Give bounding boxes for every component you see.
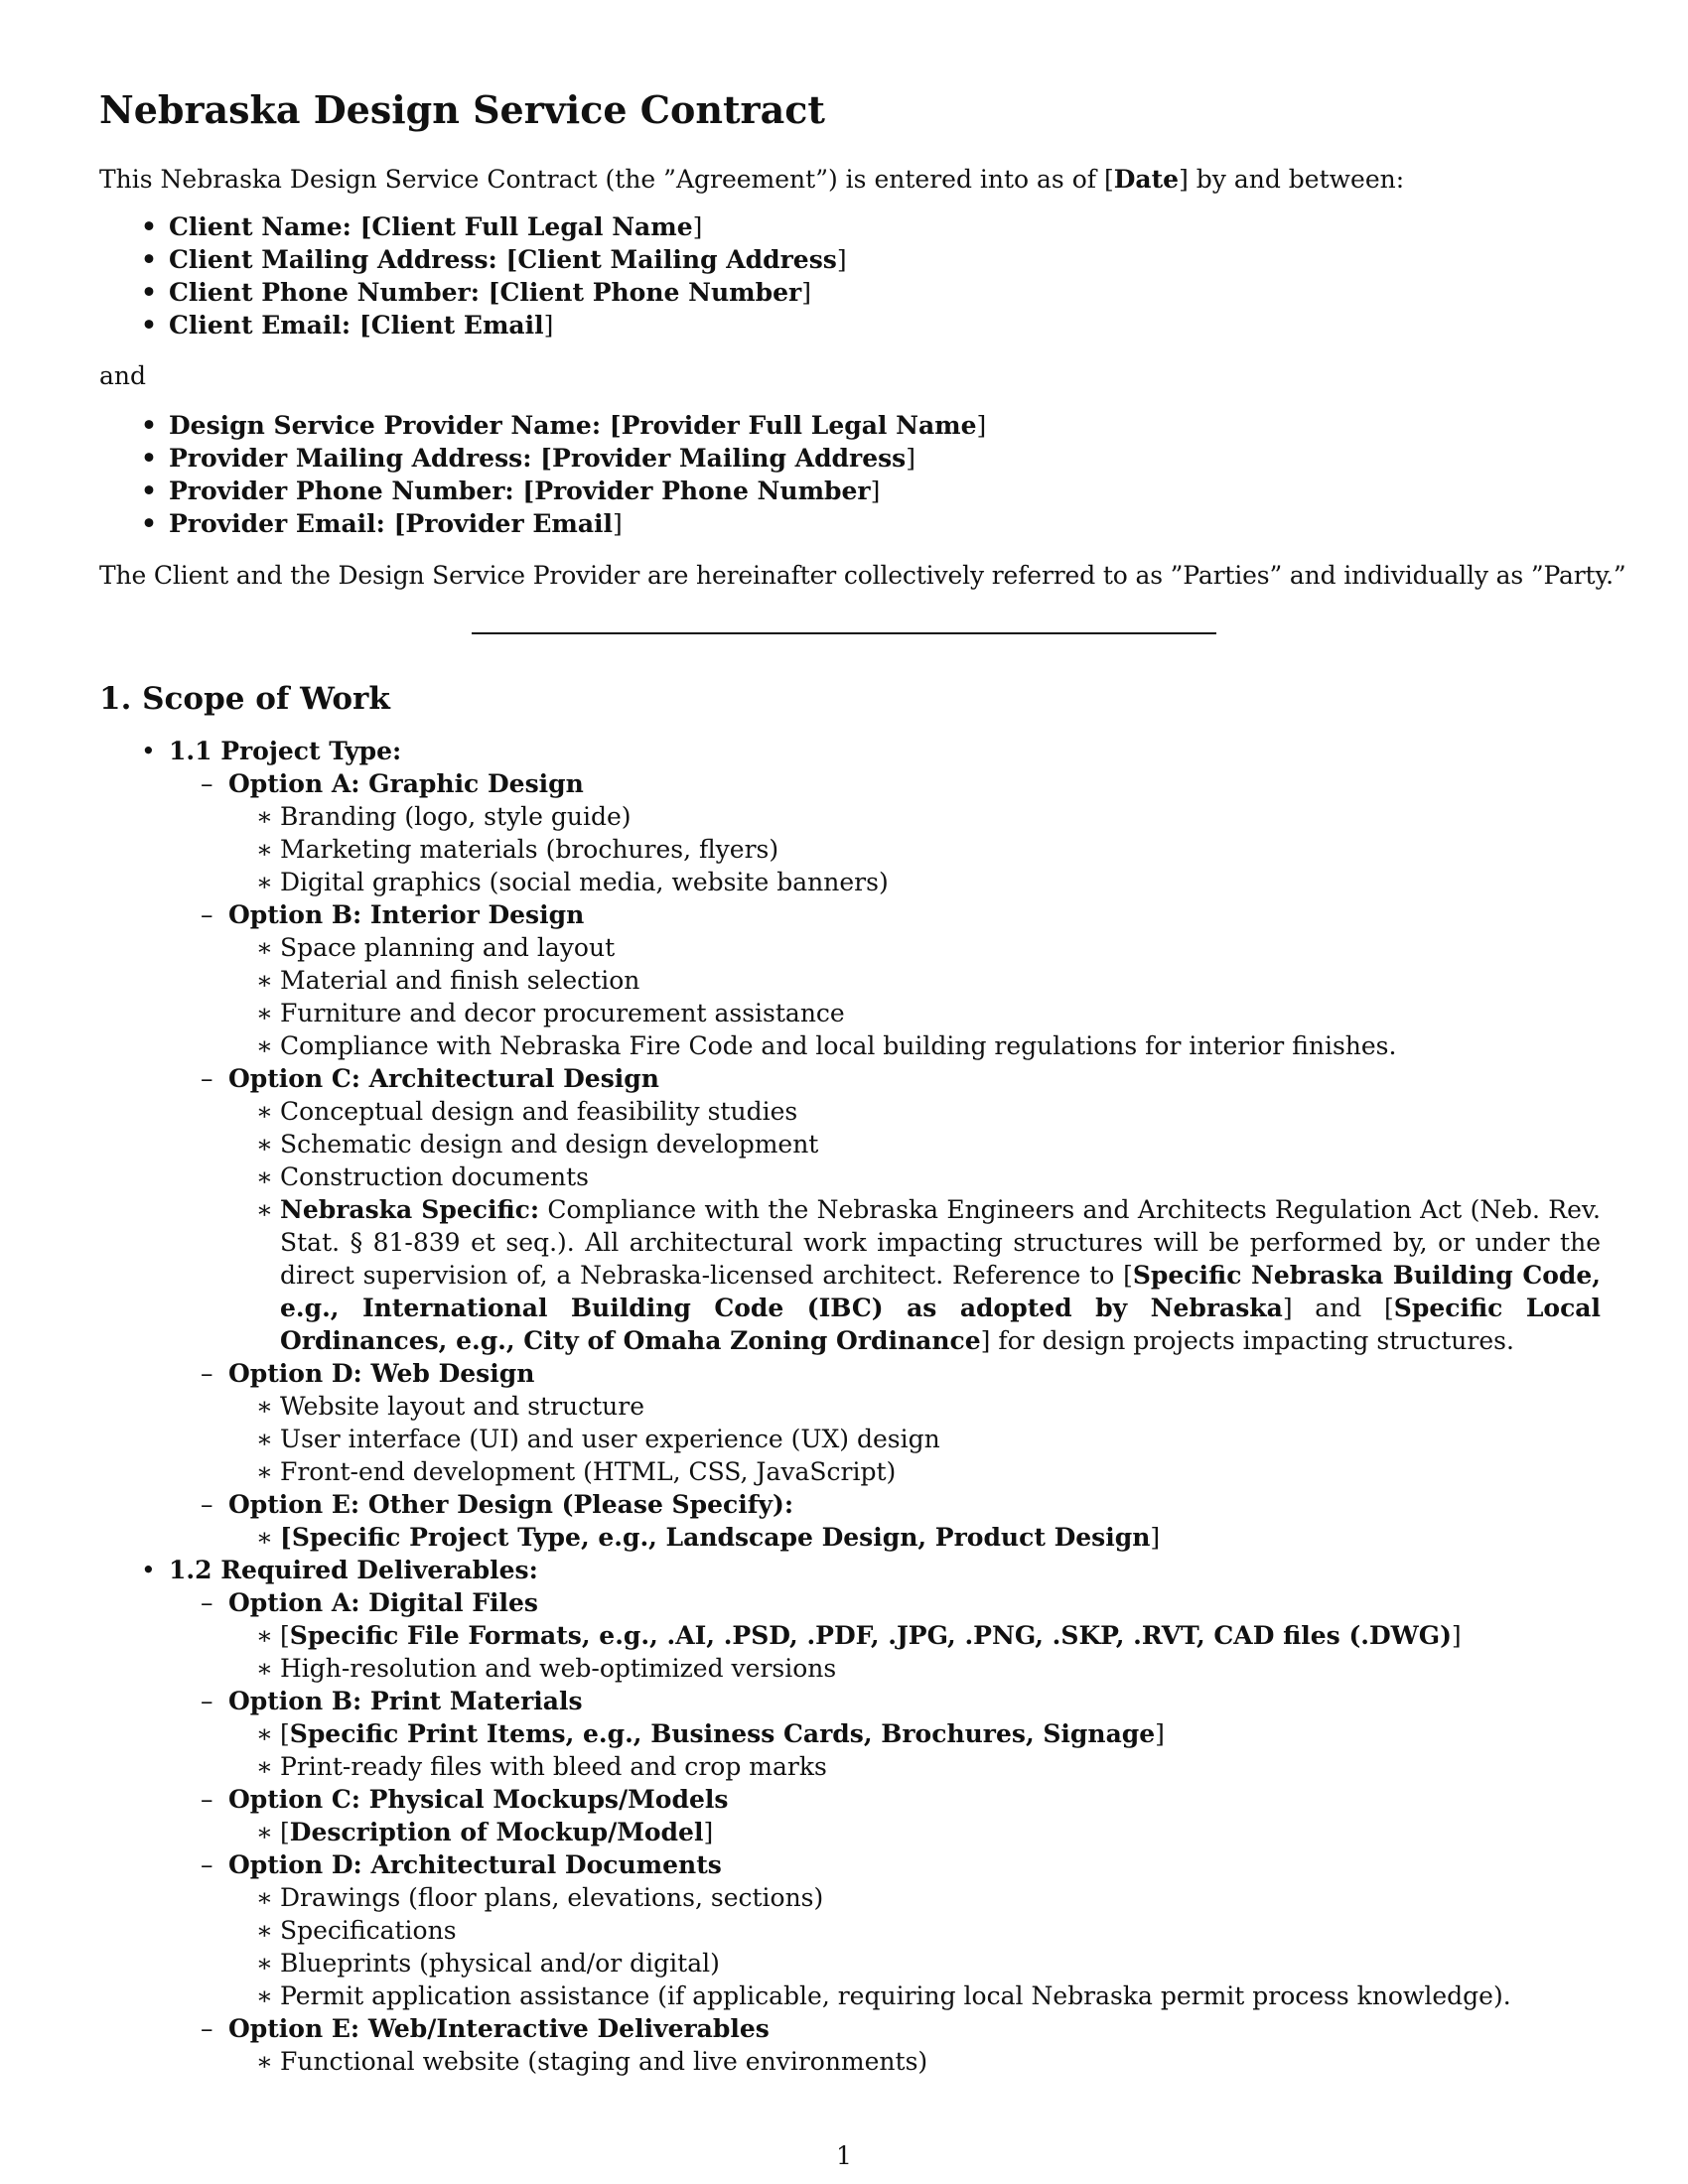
list-item: ∗ Material and finish selection <box>228 964 1599 997</box>
list-item: ∗ Specifications <box>228 1914 1599 1947</box>
list-item: ∗ Front-end development (HTML, CSS, JavaScript) <box>228 1455 1599 1488</box>
list-item: ∗ [Specific File Formats, e.g., .AI, .PSD, .PDF, .JPG, .PNG, .SKP, .RVT, CAD files (.DWG)] <box>228 1619 1599 1652</box>
option-interior-design: – Option B: Interior Design ∗ Space planning and layout ∗ Material and finish selection ∗ Furniture and decor procurement assistance ∗ Compliance with Nebraska Fire Code and local building regulations for interior finishes. <box>169 898 1599 1062</box>
list-item: ∗ [Specific Project Type, e.g., Landscape Design, Product Design] <box>228 1521 1599 1554</box>
client-name-item: • Client Name: [Client Full Legal Name] <box>99 210 847 243</box>
section-heading-scope: 1. Scope of Work <box>99 681 390 717</box>
provider-address-item: • Provider Mailing Address: [Provider Mailing Address] <box>99 442 986 475</box>
option-architectural-design: – Option C: Architectural Design ∗ Conceptual design and feasibility studies ∗ Schematic design and design development ∗ Construction documents ∗ Nebraska Specific: Compliance with the Nebraska Engineers and Architects Regulation Act (Neb. Rev. Stat. § 81-839 et seq.). All architectural work impacting structures will be performed by, or under the direct supervision of, a Nebraska-licensed architect. Reference to [Specific Nebraska Building Code, e.g., International Building Code (IBC) as adopted by Nebraska] and [Specific Local Ordinances, e.g., City of Omaha Zoning Ordinance] for design projects impacting structures. <box>169 1062 1599 1357</box>
option-web-design: – Option D: Web Design ∗ Website layout and structure ∗ User interface (UI) and user experience (UX) design ∗ Front-end development (HTML, CSS, JavaScript) <box>169 1357 1599 1488</box>
list-item: ∗ Digital graphics (social media, website banners) <box>228 866 1599 898</box>
nebraska-specific-item: ∗ Nebraska Specific: Compliance with the Nebraska Engineers and Architects Regulation Act (Neb. Rev. Stat. § 81-839 et seq.). All architectural work impacting structures will be performed by, or under the direct supervision of, a Nebraska-licensed architect. Reference to [Specific Nebraska Building Code, e.g., International Building Code (IBC) as adopted by Nebraska] and [Specific Local Ordinances, e.g., City of Omaha Zoning Ordinance] for design projects impacting structures. <box>228 1193 1601 1357</box>
client-info-list <box>99 210 847 341</box>
client-phone-item: • Client Phone Number: [Client Phone Number] <box>99 276 847 309</box>
provider-email-item: • Provider Email: [Provider Email] <box>99 507 986 540</box>
list-item: ∗ Furniture and decor procurement assistance <box>228 997 1599 1029</box>
horizontal-rule <box>472 632 1216 634</box>
list-item: ∗ [Description of Mockup/Model] <box>228 1816 1599 1848</box>
list-item: ∗ Schematic design and design development <box>228 1128 1599 1160</box>
list-item: ∗ Space planning and layout <box>228 931 1599 964</box>
list-item: ∗ Permit application assistance (if applicable, requiring local Nebraska permit process knowledge). <box>228 1979 1599 2012</box>
list-item: ∗ Construction documents <box>228 1160 1599 1193</box>
option-physical-mockups: – Option C: Physical Mockups/Models ∗ [Description of Mockup/Model] <box>169 1783 1599 1848</box>
page-number: 1 <box>836 2141 852 2170</box>
intro-text: This Nebraska Design Service Contract (the ”Agreement”) is entered into as of [ <box>99 165 1114 194</box>
option-web-interactive: – Option E: Web/Interactive Deliverables ∗ Functional website (staging and live environments) <box>169 2012 1599 2078</box>
list-item: ∗ Conceptual design and feasibility studies <box>228 1095 1599 1128</box>
list-item: ∗ Blueprints (physical and/or digital) <box>228 1947 1599 1979</box>
deliverables-item: • 1.2 Required Deliverables: – Option A: Digital Files ∗ [Specific File Formats, e.g., .AI, .PSD, .PDF, .JPG, .PNG, .SKP, .RVT, CAD files (.DWG)] ∗ High-resolution and web-optimized versions – Option B: Print Materials ∗ [Specific Print Items, e.g., Business Cards, Brochures, Signage] ∗ Print-ready files with bleed and crop marks – Option C: Physical Mockups/Models ∗ [Description of Mockup/Model] – Option D: Architectural Documents ∗ Drawings (floor plans, elevations, sections) ∗ Specifications ∗ Blueprints (physical and/or digital) ∗ Permit application assistance (if applicable, requiring local Nebraska permit process knowledge). – Option E: Web/Interactive Deliverables ∗ Functional website (staging and live environments) <box>99 1554 1599 2078</box>
list-item: ∗ Drawings (floor plans, elevations, sections) <box>228 1881 1599 1914</box>
option-print-materials: – Option B: Print Materials ∗ [Specific Print Items, e.g., Business Cards, Brochures, Signage] ∗ Print-ready files with bleed and crop marks <box>169 1685 1599 1783</box>
intro-paragraph <box>99 163 1404 196</box>
list-item: ∗ Compliance with Nebraska Fire Code and local building regulations for interior finishes. <box>228 1029 1599 1062</box>
list-item: ∗ Branding (logo, style guide) <box>228 800 1599 833</box>
option-architectural-documents: – Option D: Architectural Documents ∗ Drawings (floor plans, elevations, sections) ∗ Specifications ∗ Blueprints (physical and/or digital) ∗ Permit application assistance (if applicable, requiring local Nebraska permit process knowledge). <box>169 1848 1599 2012</box>
provider-info-list <box>99 409 986 540</box>
parties-paragraph: The Client and the Design Service Provider are hereinafter collectively referred to as ”Parties” and individually as ”Party.” <box>99 561 1626 590</box>
list-item: ∗ User interface (UI) and user experience (UX) design <box>228 1423 1599 1455</box>
option-other-design: – Option E: Other Design (Please Specify): ∗ [Specific Project Type, e.g., Landscape Design, Product Design] <box>169 1488 1599 1554</box>
list-item: ∗ Marketing materials (brochures, flyers) <box>228 833 1599 866</box>
client-address-item: • Client Mailing Address: [Client Mailing Address] <box>99 243 847 276</box>
list-item: ∗ [Specific Print Items, e.g., Business Cards, Brochures, Signage] <box>228 1717 1599 1750</box>
date-placeholder: Date <box>1113 165 1180 194</box>
list-item: ∗ Print-ready files with bleed and crop marks <box>228 1750 1599 1783</box>
scope-list <box>99 735 1599 2078</box>
client-email-item: • Client Email: [Client Email] <box>99 309 847 341</box>
project-type-item: • 1.1 Project Type: – Option A: Graphic Design ∗ Branding (logo, style guide) ∗ Marketing materials (brochures, flyers) ∗ Digital graphics (social media, website banners) – Option B: Interior Design ∗ Space planning and layout ∗ Material and finish selection ∗ Furniture and decor procurement assistance ∗ Compliance with Nebraska Fire Code and local building regulations for interior finishes. – Option C: Architectural Design ∗ Conceptual design and feasibility studies ∗ Schematic design and design development ∗ Construction documents ∗ Nebraska Specific: Compliance with the Nebraska Engineers and Architects Regulation Act (Neb. Rev. Stat. § 81-839 et seq.). All architectural work impacting structures will be performed by, or under the direct supervision of, a Nebraska-licensed architect. Reference to [Specific Nebraska Building Code, e.g., International Building Code (IBC) as adopted by Nebraska] and [Specific Local Ordinances, e.g., City of Omaha Zoning Ordinance] for design projects impacting structures. – Option D: Web Design ∗ Website layout and structure ∗ User interface (UI) and user experience (UX) design ∗ Front-end development (HTML, CSS, JavaScript) – Option E: Other Design (Please Specify): ∗ [Specific Project Type, e.g., Landscape Design, Product Design] <box>99 735 1599 1554</box>
list-item: ∗ Functional website (staging and live environments) <box>228 2045 1599 2078</box>
document-title: Nebraska Design Service Contract <box>99 87 825 132</box>
provider-name-item: • Design Service Provider Name: [Provider Full Legal Name] <box>99 409 986 442</box>
list-item: ∗ Website layout and structure <box>228 1390 1599 1423</box>
option-digital-files: – Option A: Digital Files ∗ [Specific File Formats, e.g., .AI, .PSD, .PDF, .JPG, .PNG, .SKP, .RVT, CAD files (.DWG)] ∗ High-resolution and web-optimized versions <box>169 1586 1599 1685</box>
intro-text-end: ] by and between: <box>1179 165 1405 194</box>
option-graphic-design: – Option A: Graphic Design ∗ Branding (logo, style guide) ∗ Marketing materials (brochures, flyers) ∗ Digital graphics (social media, website banners) <box>169 767 1599 898</box>
provider-phone-item: • Provider Phone Number: [Provider Phone Number] <box>99 475 986 507</box>
list-item: ∗ High-resolution and web-optimized versions <box>228 1652 1599 1685</box>
and-text: and <box>99 361 147 390</box>
